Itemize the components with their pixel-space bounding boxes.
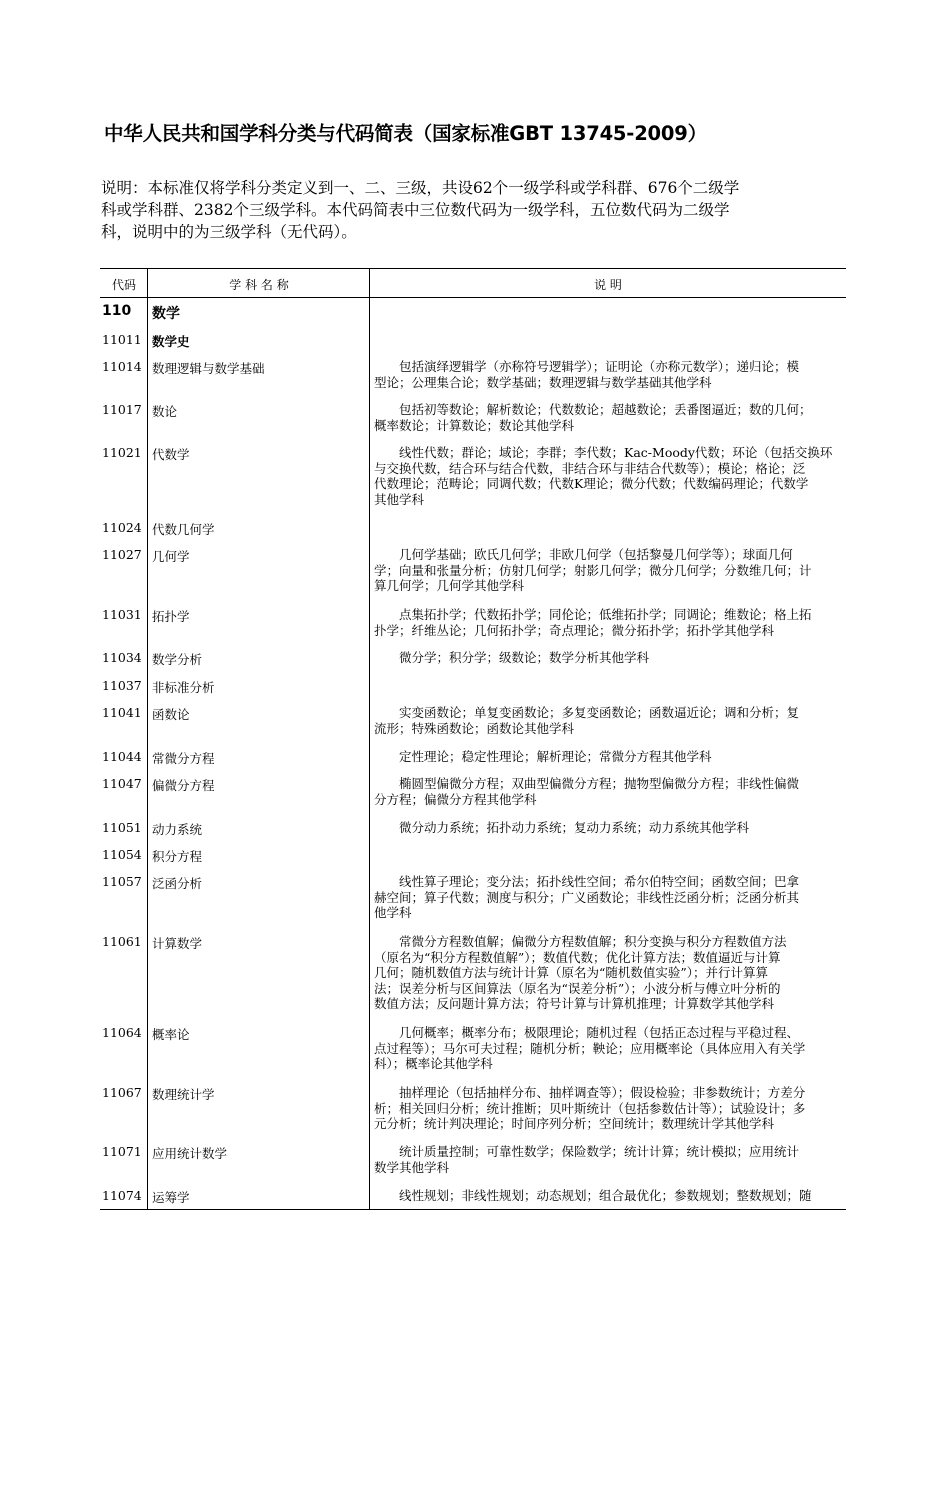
discipline-name: 数学分析	[152, 652, 203, 667]
discipline-description	[374, 402, 844, 433]
header-description: 说 明	[594, 278, 622, 292]
discipline-description	[374, 547, 844, 594]
discipline-name: 数理逻辑与数学基础	[152, 361, 265, 376]
description-line: 椭圆型偏微分方程；双曲型偏微分方程；抛物型偏微分方程；非线性偏微	[374, 776, 800, 791]
description-line: 常微分方程数值解；偏微分方程数值解；积分变换与积分方程数值方法	[374, 934, 787, 949]
description-line: 元分析；统计判决理论；时间序列分析；空间统计；数理统计学其他学科	[374, 1116, 775, 1131]
discipline-description	[374, 1188, 844, 1204]
description-line: 分方程；偏微分方程其他学科	[374, 791, 537, 807]
discipline-description	[374, 776, 844, 807]
description-line: 几何学基础；欧氏几何学；非欧几何学（包括黎曼几何学等）；球面几何	[374, 547, 793, 562]
description-line: 概率数论；计算数论；数论其他学科	[374, 417, 575, 433]
description-line: 线性算子理论；变分法；拓扑线性空间；希尔伯特空间；函数空间；巴拿	[374, 874, 800, 889]
discipline-name: 数学史	[152, 334, 190, 349]
description-line: 与交换代数，结合环与结合代数，非结合环与非结合代数等）；模论；格论；泛	[374, 460, 806, 476]
description-line: 统计质量控制；可靠性数学；保险数学；统计计算；统计模拟；应用统计	[374, 1144, 800, 1159]
description-line: 几何概率；概率分布；极限理论；随机过程（包括正态过程与平稳过程、	[374, 1025, 800, 1040]
discipline-code: 11067	[102, 1085, 142, 1100]
discipline-code: 11037	[102, 678, 142, 693]
discipline-description	[374, 445, 844, 507]
discipline-code: 11054	[102, 847, 142, 862]
description-line: 数学其他学科	[374, 1159, 450, 1175]
discipline-code: 11061	[102, 934, 142, 949]
discipline-name: 代数学	[152, 447, 190, 462]
discipline-code: 11014	[102, 359, 142, 374]
discipline-name: 运筹学	[152, 1190, 190, 1205]
column-divider	[147, 269, 148, 1210]
discipline-description	[374, 650, 844, 666]
intro-paragraph	[101, 177, 853, 243]
intro-line: 科，说明中的为三级学科（无代码）。	[101, 223, 357, 241]
description-line: 其他学科	[374, 491, 425, 507]
description-line: 包括演绎逻辑学（亦称符号逻辑学）；证明论（亦称元数学）；递归论；模	[374, 359, 800, 374]
description-line: 微分学；积分学；级数论；数学分析其他学科	[374, 650, 650, 665]
table-header	[100, 269, 846, 298]
discipline-name: 函数论	[152, 707, 190, 722]
description-line: （原名为“积分方程数值解”）；数值代数；优化计算方法；数值逼近与计算	[374, 949, 781, 965]
description-line: 法；误差分析与区间算法（原名为“误差分析”）；小波分析与傅立叶分析的	[374, 980, 781, 996]
description-line: 科）；概率论其他学科	[374, 1056, 493, 1071]
header-code: 代码	[111, 278, 136, 292]
discipline-name: 偏微分方程	[152, 778, 215, 793]
table-bottom-rule	[100, 1209, 846, 1210]
discipline-code: 110	[102, 303, 132, 319]
description-line: 扑学；纤维丛论；几何拓扑学；奇点理论；微分拓扑学；拓扑学其他学科	[374, 622, 775, 638]
discipline-code: 11047	[102, 776, 142, 791]
discipline-code: 11024	[102, 520, 142, 535]
description-line: 实变函数论；单复变函数论；多复变函数论；函数逼近论；调和分析；复	[374, 705, 800, 720]
discipline-name: 动力系统	[152, 822, 203, 837]
discipline-description	[374, 1144, 844, 1175]
discipline-description	[374, 705, 844, 736]
description-line: 学；向量和张量分析；仿射几何学；射影几何学；微分几何学；分数维几何；计	[374, 562, 812, 578]
header-name: 学 科 名 称	[229, 278, 289, 292]
discipline-code: 11051	[102, 820, 142, 835]
description-line: 线性规划；非线性规划；动态规划；组合最优化；参数规划；整数规划；随	[374, 1188, 812, 1203]
discipline-code: 11011	[102, 332, 142, 347]
discipline-name: 非标准分析	[152, 680, 215, 695]
discipline-code: 11031	[102, 607, 142, 622]
discipline-code: 11021	[102, 445, 142, 460]
discipline-description	[374, 820, 844, 836]
discipline-name: 计算数学	[152, 936, 203, 951]
description-line: 流形；特殊函数论；函数论其他学科	[374, 720, 575, 736]
discipline-name: 积分方程	[152, 849, 203, 864]
discipline-name: 几何学	[152, 549, 190, 564]
description-line: 型论；公理集合论；数学基础；数理逻辑与数学基础其他学科	[374, 374, 712, 390]
discipline-name: 数学	[152, 306, 180, 322]
description-line: 析；相关回归分析；统计推断；贝叶斯统计（包括参数估计等）；试验设计；多	[374, 1100, 806, 1116]
description-line: 代数理论；范畴论；同调代数；代数K理论；微分代数；代数编码理论；代数学	[374, 476, 809, 491]
description-line: 赫空间；算子代数；测度与积分；广义函数论；非线性泛函分析；泛函分析其	[374, 889, 800, 905]
discipline-code: 11041	[102, 705, 142, 720]
discipline-name: 泛函分析	[152, 876, 203, 891]
discipline-description	[374, 934, 844, 1012]
discipline-name: 代数几何学	[152, 522, 215, 537]
discipline-name: 拓扑学	[152, 609, 190, 624]
discipline-code: 11034	[102, 650, 142, 665]
description-line: 抽样理论（包括抽样分布、抽样调查等）；假设检验；非参数统计；方差分	[374, 1085, 806, 1100]
intro-line: 说明：本标准仅将学科分类定义到一、二、三级，共设62个一级学科或学科群、676个二级学	[101, 179, 740, 197]
discipline-name: 应用统计数学	[152, 1146, 228, 1161]
discipline-code: 11071	[102, 1144, 142, 1159]
description-line: 算几何学；几何学其他学科	[374, 578, 525, 593]
description-line: 包括初等数论；解析数论；代数数论；超越数论；丢番图逼近；数的几何；	[374, 402, 812, 417]
discipline-description	[374, 607, 844, 638]
description-line: 他学科	[374, 905, 412, 920]
discipline-code: 11027	[102, 547, 142, 562]
discipline-code: 11064	[102, 1025, 142, 1040]
discipline-description	[374, 359, 844, 390]
discipline-table	[100, 268, 846, 1510]
discipline-code: 11017	[102, 402, 142, 417]
discipline-name: 常微分方程	[152, 751, 215, 766]
discipline-name: 数理统计学	[152, 1087, 215, 1102]
discipline-name: 概率论	[152, 1027, 190, 1042]
discipline-description	[374, 874, 844, 921]
intro-line: 科或学科群、2382个三级学科。本代码简表中三位数代码为一级学科，五位数代码为二级学	[101, 201, 730, 219]
description-line: 点过程等）；马尔可夫过程；随机分析；鞅论；应用概率论（具体应用入有关学	[374, 1040, 806, 1056]
description-line: 几何；随机数值方法与统计计算（原名为“随机数值实验”）；并行计算算	[374, 965, 769, 980]
discipline-name: 数论	[152, 404, 178, 419]
discipline-description	[374, 749, 844, 765]
description-line: 数值方法；反问题计算方法；符号计算与计算机推理；计算数学其他学科	[374, 996, 775, 1011]
description-line: 微分动力系统；拓扑动力系统；复动力系统；动力系统其他学科	[374, 820, 750, 835]
discipline-code: 11044	[102, 749, 142, 764]
description-line: 线性代数；群论；域论；李群；李代数；Kac-Moody代数；环论（包括交换环	[374, 445, 833, 460]
page-title: 中华人民共和国学科分类与代码简表（国家标准GBT 13745-2009）	[104, 122, 707, 145]
description-line: 点集拓扑学；代数拓扑学；同伦论；低维拓扑学；同调论；维数论；格上拓	[374, 607, 812, 622]
column-divider	[369, 269, 370, 1210]
discipline-description	[374, 1025, 844, 1072]
discipline-description	[374, 1085, 844, 1132]
discipline-code: 11057	[102, 874, 142, 889]
discipline-code: 11074	[102, 1188, 142, 1203]
description-line: 定性理论；稳定性理论；解析理论；常微分方程其他学科	[374, 749, 712, 764]
